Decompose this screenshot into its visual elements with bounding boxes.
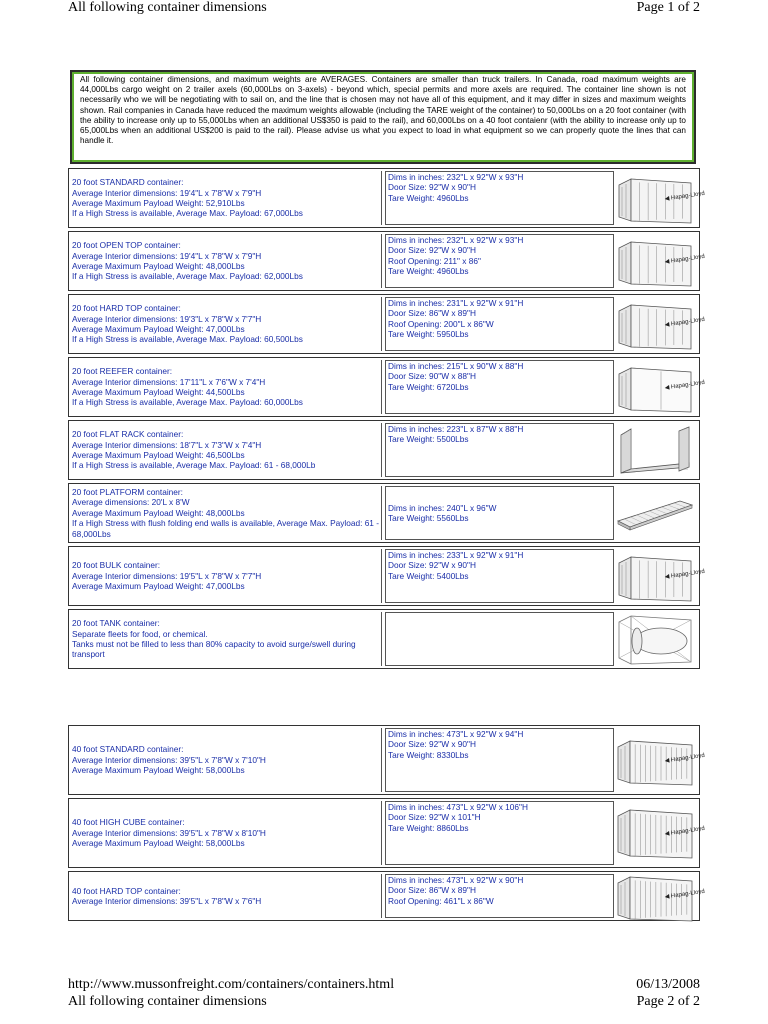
svg-text:◀ Hapag-Lloyd: ◀ Hapag-Lloyd [664, 316, 706, 329]
footer-page: Page 2 of 2 [636, 994, 700, 1009]
description-line: Average Interior dimensions: 39'5"L x 7'8"W x 7'6"H [72, 896, 262, 906]
standard-container-icon [615, 173, 706, 223]
spec-line: Roof Opening: 461"L x 86"W [388, 895, 494, 906]
container-specs [385, 801, 614, 865]
spec-line: Door Size: 92"W x 90"H [388, 245, 476, 256]
hard-top-40-container-icon [615, 876, 706, 916]
container-row [68, 725, 706, 795]
description-line: Average Maximum Payload Weight: 47,000Lbs [72, 324, 245, 334]
spec-line: Dims in inches: 232"L x 92"W x 93"H [388, 235, 524, 245]
description-line: Average Interior dimensions: 19'4"L x 7'8"W x 7'9"H [72, 187, 262, 198]
spec-line: Dims in inches: 223"L x 87"W x 88"H [388, 424, 524, 434]
svg-text:◀ Hapag-Lloyd: ◀ Hapag-Lloyd [664, 752, 706, 765]
container-specs [385, 549, 614, 603]
description-line: Average Maximum Payload Weight: 44,500Lbs [72, 387, 245, 397]
hard-top-container-icon [615, 299, 706, 349]
container-description [72, 486, 382, 540]
spec-line: Dims in inches: 240"L x 96"W [388, 502, 497, 513]
spec-line: Dims in inches: 215"L x 90"W x 88"H [388, 361, 524, 371]
high-cube-container-icon [615, 803, 706, 863]
description-line: Average Interior dimensions: 19'5"L x 7'8"W x 7'7"H [72, 570, 262, 581]
svg-text:◀ Hapag-Lloyd: ◀ Hapag-Lloyd [664, 379, 706, 392]
container-row [68, 357, 706, 417]
container-row [68, 798, 706, 868]
spec-line: Tare Weight: 4960Lbs [388, 192, 469, 203]
description-line: If a High Stress is available, Average Max. Payload: 61 - 68,000Lb [72, 460, 316, 471]
container-specs [385, 234, 614, 288]
notice-text: All following container dimensions, and maximum weights are AVERAGES. Containers are smaller than truck trailers. In Canada, road maximum weights are 44,000Lbs cargo weight on 2 trailer axels (60,000Lbs on 3-axels) - beyond which, special permits and more axels are required. The container line shown is not necessarily who we will be negotiating with to sail on, and the line that is chosen may not have all of this equipment, and it may differ in sizes and maximum weights shown. Rail companies in Canada have reduced the maximum weights allowable (including the TARE weight of the container) to 50,000Lbs on a 20 foot container (with the ability to increase only up to 55,000Lbs when an additional US$350 is paid to the rail), and 60,000Lbs on a 40 foot contaienr (with the ability to increase only up to 65,000Lbs when an additional US$200 is paid to the rail). Please advise us what you expect to load in what equipment so we can properly quote the lines that can handle it. [80, 75, 686, 146]
description-line: Average Maximum Payload Weight: 58,000Lbs [72, 765, 245, 776]
spec-line: Door Size: 86"W x 89"H [388, 308, 476, 319]
spec-line: Tare Weight: 4960Lbs [388, 266, 469, 277]
description-line: 20 foot PLATFORM container: [72, 486, 183, 497]
svg-text:◀ Hapag-Lloyd: ◀ Hapag-Lloyd [664, 568, 706, 581]
description-line: Average dimensions: 20'L x 8'W [72, 497, 190, 508]
description-line: If a High Stress with flush folding end walls is available, Average Max. Payload: 61 - 68,000Lbs [72, 518, 379, 539]
spec-line: Tare Weight: 6720Lbs [388, 381, 469, 392]
description-line: 20 foot REEFER container: [72, 366, 173, 377]
spec-line: Dims in inches: 473"L x 92"W x 90"H [388, 875, 524, 885]
flat-rack-container-icon [615, 425, 695, 475]
description-line: 20 foot HARD TOP container: [72, 303, 181, 314]
container-description [72, 549, 382, 603]
svg-text:◀ Hapag-Lloyd: ◀ Hapag-Lloyd [664, 825, 706, 838]
svg-text:◀ Hapag-Lloyd: ◀ Hapag-Lloyd [664, 888, 706, 901]
container-description [72, 874, 382, 918]
container-specs [385, 874, 614, 918]
page-header-title: All following container dimensions [68, 0, 267, 15]
description-line: If a High Stress is available, Average Max. Payload: 67,000Lbs [72, 208, 303, 219]
container-row [68, 294, 706, 354]
container-description [72, 171, 382, 225]
description-line: If a High Stress is available, Average Max. Payload: 62,000Lbs [72, 271, 303, 282]
svg-text:◀ Hapag-Lloyd: ◀ Hapag-Lloyd [664, 253, 706, 266]
description-line: Average Interior dimensions: 18'7"L x 7'3"W x 7'4"H [72, 439, 262, 450]
description-line: Average Maximum Payload Weight: 47,000Lbs [72, 581, 245, 592]
svg-text:◀ Hapag-Lloyd: ◀ Hapag-Lloyd [664, 190, 706, 203]
spec-line: Door Size: 90"W x 88"H [388, 371, 476, 382]
container-specs [385, 612, 614, 666]
spec-line: Tare Weight: 8860Lbs [388, 822, 469, 833]
container-description [72, 612, 382, 666]
description-line: Average Interior dimensions: 39'5"L x 7'8"W x 7'10"H [72, 754, 266, 765]
spec-line: Door Size: 92"W x 101"H [388, 812, 481, 823]
spec-line: Tare Weight: 5560Lbs [388, 513, 469, 523]
description-line: Average Maximum Payload Weight: 46,500Lbs [72, 450, 245, 460]
spec-line: Roof Opening: 200"L x 86"W [388, 318, 494, 329]
spec-line: Dims in inches: 232"L x 92"W x 93"H [388, 172, 524, 182]
description-line: Average Interior dimensions: 17'11"L x 7'6"W x 7'4"H [72, 376, 266, 387]
container-row [68, 483, 700, 543]
description-line: 40 foot HIGH CUBE container: [72, 817, 185, 828]
container-row [68, 546, 706, 606]
description-line: 20 foot OPEN TOP container: [72, 240, 181, 251]
container-specs [385, 423, 614, 477]
footer-title: All following container dimensions [68, 994, 267, 1009]
description-line: If a High Stress is available, Average Max. Payload: 60,000Lbs [72, 397, 303, 408]
spec-line: Dims in inches: 231"L x 92"W x 91"H [388, 298, 524, 308]
container-row [68, 231, 706, 291]
container-row [68, 168, 706, 228]
container-description [72, 728, 382, 792]
container-specs [385, 486, 614, 540]
standard-40-container-icon [615, 730, 706, 790]
open-top-container-icon [615, 236, 706, 286]
container-specs [385, 360, 614, 414]
description-line: Tanks must not be filled to less than 80% capacity to avoid surge/swell during transport [72, 639, 356, 660]
container-row [68, 871, 706, 921]
description-line: Average Maximum Payload Weight: 48,000Lbs [72, 261, 245, 271]
description-line: If a High Stress is available, Average Max. Payload: 60,500Lbs [72, 334, 303, 345]
spec-line: Door Size: 92"W x 90"H [388, 182, 476, 193]
description-line: 20 foot FLAT RACK container: [72, 429, 184, 440]
description-line: Average Maximum Payload Weight: 58,000Lbs [72, 838, 245, 849]
notice-box [70, 70, 696, 164]
container-description [72, 297, 382, 351]
platform-container-icon [615, 488, 695, 538]
spec-line: Tare Weight: 8330Lbs [388, 749, 469, 760]
page-header-number: Page 1 of 2 [636, 0, 700, 15]
container-description [72, 360, 382, 414]
bulk-container-icon [615, 551, 706, 601]
footer-url[interactable]: http://www.mussonfreight.com/containers/containers.html [68, 977, 395, 992]
spec-line: Door Size: 92"W x 90"H [388, 739, 476, 750]
container-row [68, 609, 700, 669]
description-line: Average Maximum Payload Weight: 52,910Lbs [72, 198, 245, 208]
container-row [68, 420, 700, 480]
description-line: Separate fleets for food, or chemical. [72, 628, 208, 639]
description-line: Average Interior dimensions: 19'3"L x 7'8"W x 7'7"H [72, 313, 262, 324]
spec-line: Roof Opening: 211" x 86" [388, 255, 481, 266]
description-line: 20 foot STANDARD container: [72, 177, 184, 188]
spec-line: Dims in inches: 233"L x 92"W x 91"H [388, 550, 524, 560]
container-description [72, 234, 382, 288]
description-line: Average Maximum Payload Weight: 48,000Lbs [72, 507, 245, 518]
tank-container-icon [615, 614, 695, 664]
spec-line: Tare Weight: 5500Lbs [388, 434, 469, 445]
container-specs [385, 728, 614, 792]
description-line: 20 foot BULK container: [72, 560, 161, 571]
container-specs [385, 171, 614, 225]
description-line: 40 foot STANDARD container: [72, 744, 184, 755]
container-description [72, 801, 382, 865]
reefer-container-icon [615, 362, 706, 412]
spec-line: Door Size: 92"W x 90"H [388, 560, 476, 571]
description-line: 40 foot HARD TOP container: [72, 885, 181, 896]
container-description [72, 423, 382, 477]
spec-line: Tare Weight: 5950Lbs [388, 329, 469, 340]
spec-line: Door Size: 86"W x 89"H [388, 885, 476, 896]
description-line: 20 foot TANK container: [72, 618, 160, 629]
container-specs [385, 297, 614, 351]
description-line: Average Interior dimensions: 39'5"L x 7'8"W x 8'10"H [72, 827, 266, 838]
footer-date: 06/13/2008 [636, 977, 700, 992]
spec-line: Tare Weight: 5400Lbs [388, 570, 469, 581]
spec-line: Dims in inches: 473"L x 92"W x 106"H [388, 802, 528, 812]
spec-line: Dims in inches: 473"L x 92"W x 94"H [388, 729, 524, 739]
description-line: Average Interior dimensions: 19'4"L x 7'8"W x 7'9"H [72, 250, 262, 261]
